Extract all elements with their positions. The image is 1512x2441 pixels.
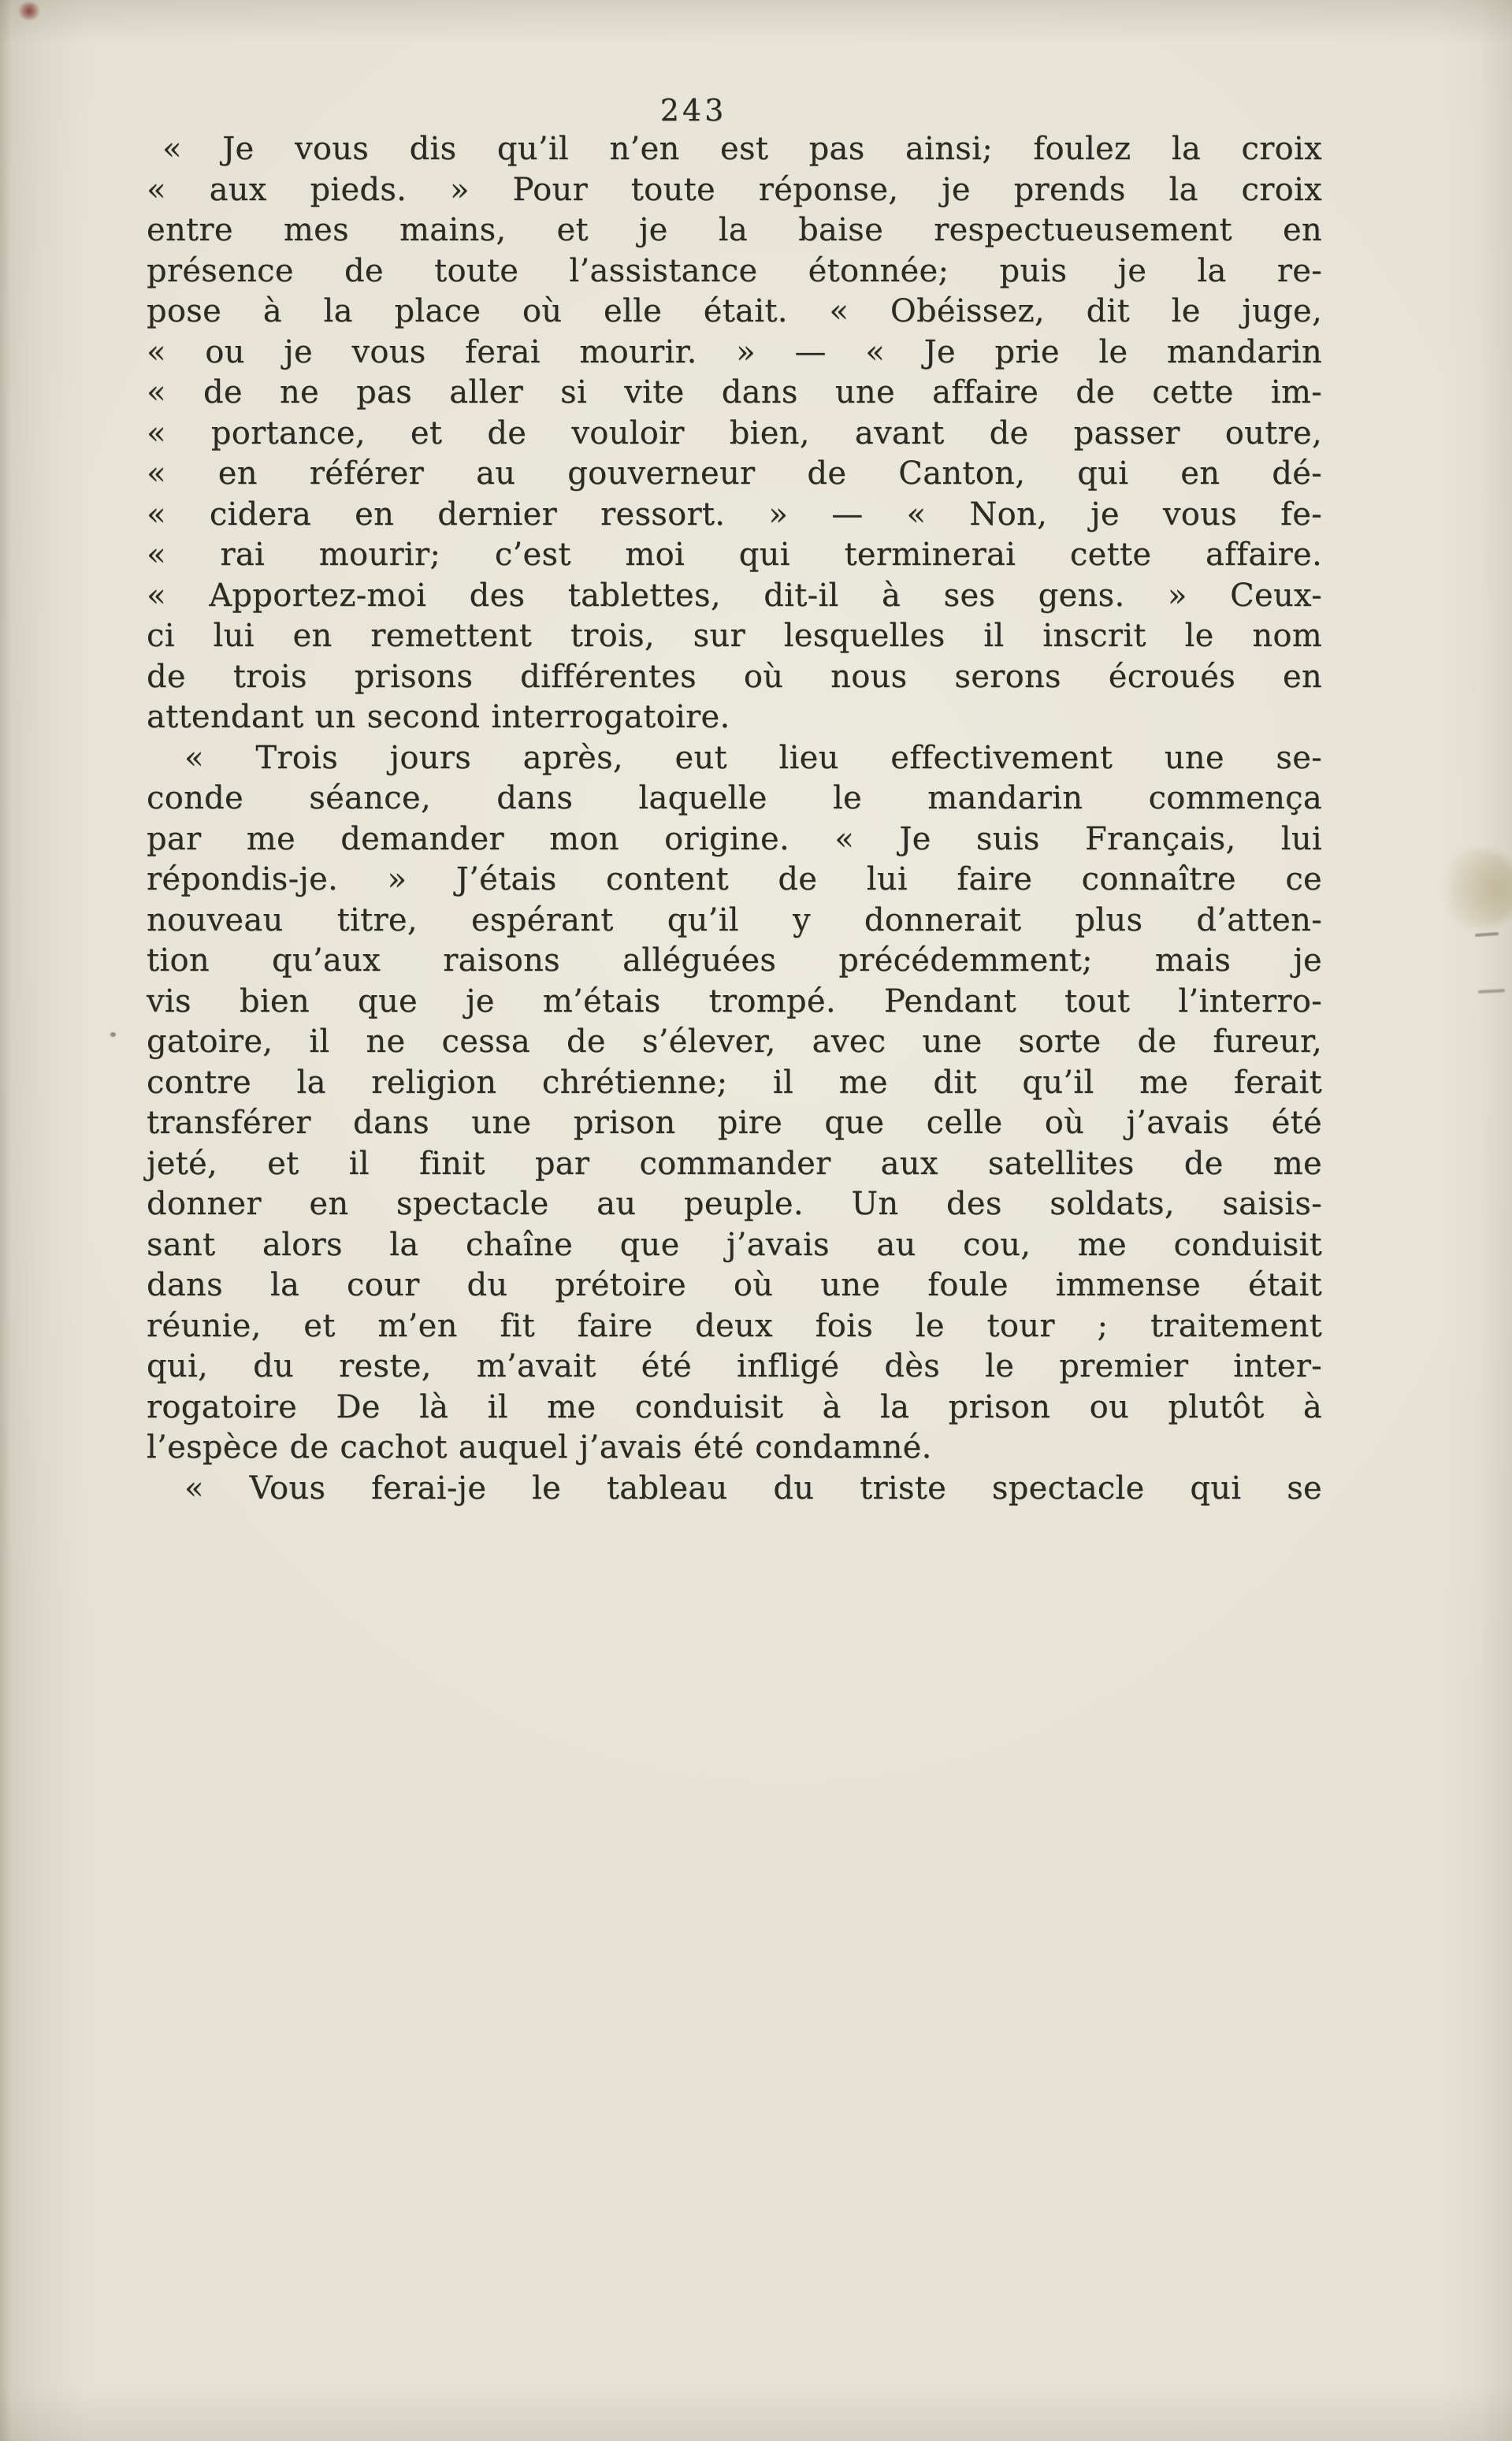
text-line: par me demander mon origine. « Je suis Français, lui bbox=[147, 820, 1322, 857]
margin-mark bbox=[1478, 989, 1505, 994]
text-line: gatoire, il ne cessa de s’élever, avec une sorte de fureur, bbox=[147, 1024, 1322, 1060]
text-line: vis bien que je m’étais trompé. Pendant tout l’interro- bbox=[147, 983, 1322, 1020]
text-line: pose à la place où elle était. « Obéissez, dit le juge, bbox=[147, 293, 1322, 329]
text-line: « Trois jours après, eut lieu effectivement une se- bbox=[184, 739, 1322, 776]
margin-mark bbox=[1475, 932, 1499, 937]
text-line: ci lui en remettent trois, sur lesquelles il inscrit le nom bbox=[147, 618, 1322, 654]
text-line: présence de toute l’assistance étonnée; puis je la re- bbox=[147, 252, 1322, 289]
text-line: « rai mourir; c’est moi qui terminerai cette affaire. bbox=[147, 537, 1322, 573]
text-line: répondis-je. » J’étais content de lui faire connaître ce bbox=[147, 861, 1322, 897]
page-number: 243 bbox=[659, 93, 727, 128]
text-line: « Apportez-moi des tablettes, dit-il à ses gens. » Ceux- bbox=[147, 577, 1322, 614]
text-line: « Je vous dis qu’il n’en est pas ainsi; foulez la croix bbox=[162, 131, 1322, 167]
text-line: « de ne pas aller si vite dans une affaire de cette im- bbox=[147, 374, 1322, 411]
text-line: tion qu’aux raisons alléguées précédemment; mais je bbox=[147, 942, 1322, 979]
text-block bbox=[147, 129, 1322, 1509]
text-line: jeté, et il finit par commander aux satellites de me bbox=[147, 1145, 1322, 1182]
text-line: attendant un second interrogatoire. bbox=[147, 699, 730, 735]
edge-smudge-stain bbox=[1435, 849, 1512, 928]
text-line: transférer dans une prison pire que celle où j’avais été bbox=[147, 1105, 1322, 1141]
text-line: sant alors la chaîne que j’avais au cou, me conduisit bbox=[147, 1226, 1322, 1263]
text-line: « ou je vous ferai mourir. » — « Je prie le mandarin bbox=[147, 333, 1322, 370]
text-line: « cidera en dernier ressort. » — « Non, je vous fe- bbox=[147, 496, 1322, 533]
text-line: « aux pieds. » Pour toute réponse, je prends la croix bbox=[147, 171, 1322, 208]
text-line: contre la religion chrétienne; il me dit qu’il me ferait bbox=[147, 1064, 1322, 1101]
red-ink-stain bbox=[17, 2, 41, 20]
text-line: qui, du reste, m’avait été infligé dès le premier inter- bbox=[147, 1348, 1322, 1384]
text-line: entre mes mains, et je la baise respectueusement en bbox=[147, 212, 1322, 248]
text-line: de trois prisons différentes où nous serons écroués en bbox=[147, 658, 1322, 695]
text-line: donner en spectacle au peuple. Un des soldats, saisis- bbox=[147, 1186, 1322, 1222]
text-line: l’espèce de cachot auquel j’avais été condamné. bbox=[147, 1429, 932, 1466]
text-line: « en référer au gouverneur de Canton, qui en dé- bbox=[147, 455, 1322, 492]
text-line: dans la cour du prétoire où une foule immense était bbox=[147, 1267, 1322, 1303]
text-line: nouveau titre, espérant qu’il y donnerait plus d’atten- bbox=[147, 901, 1322, 938]
text-line: « Vous ferai-je le tableau du triste spectacle qui se bbox=[184, 1469, 1322, 1507]
text-line: conde séance, dans laquelle le mandarin commença bbox=[147, 780, 1322, 816]
text-line: rogatoire De là il me conduisit à la prison ou plutôt à bbox=[147, 1388, 1322, 1425]
text-line: « portance, et de vouloir bien, avant de passer outre, bbox=[147, 414, 1322, 451]
ink-speck bbox=[110, 1032, 116, 1037]
text-line: réunie, et m’en fit faire deux fois le tour ; traitement bbox=[147, 1307, 1322, 1344]
